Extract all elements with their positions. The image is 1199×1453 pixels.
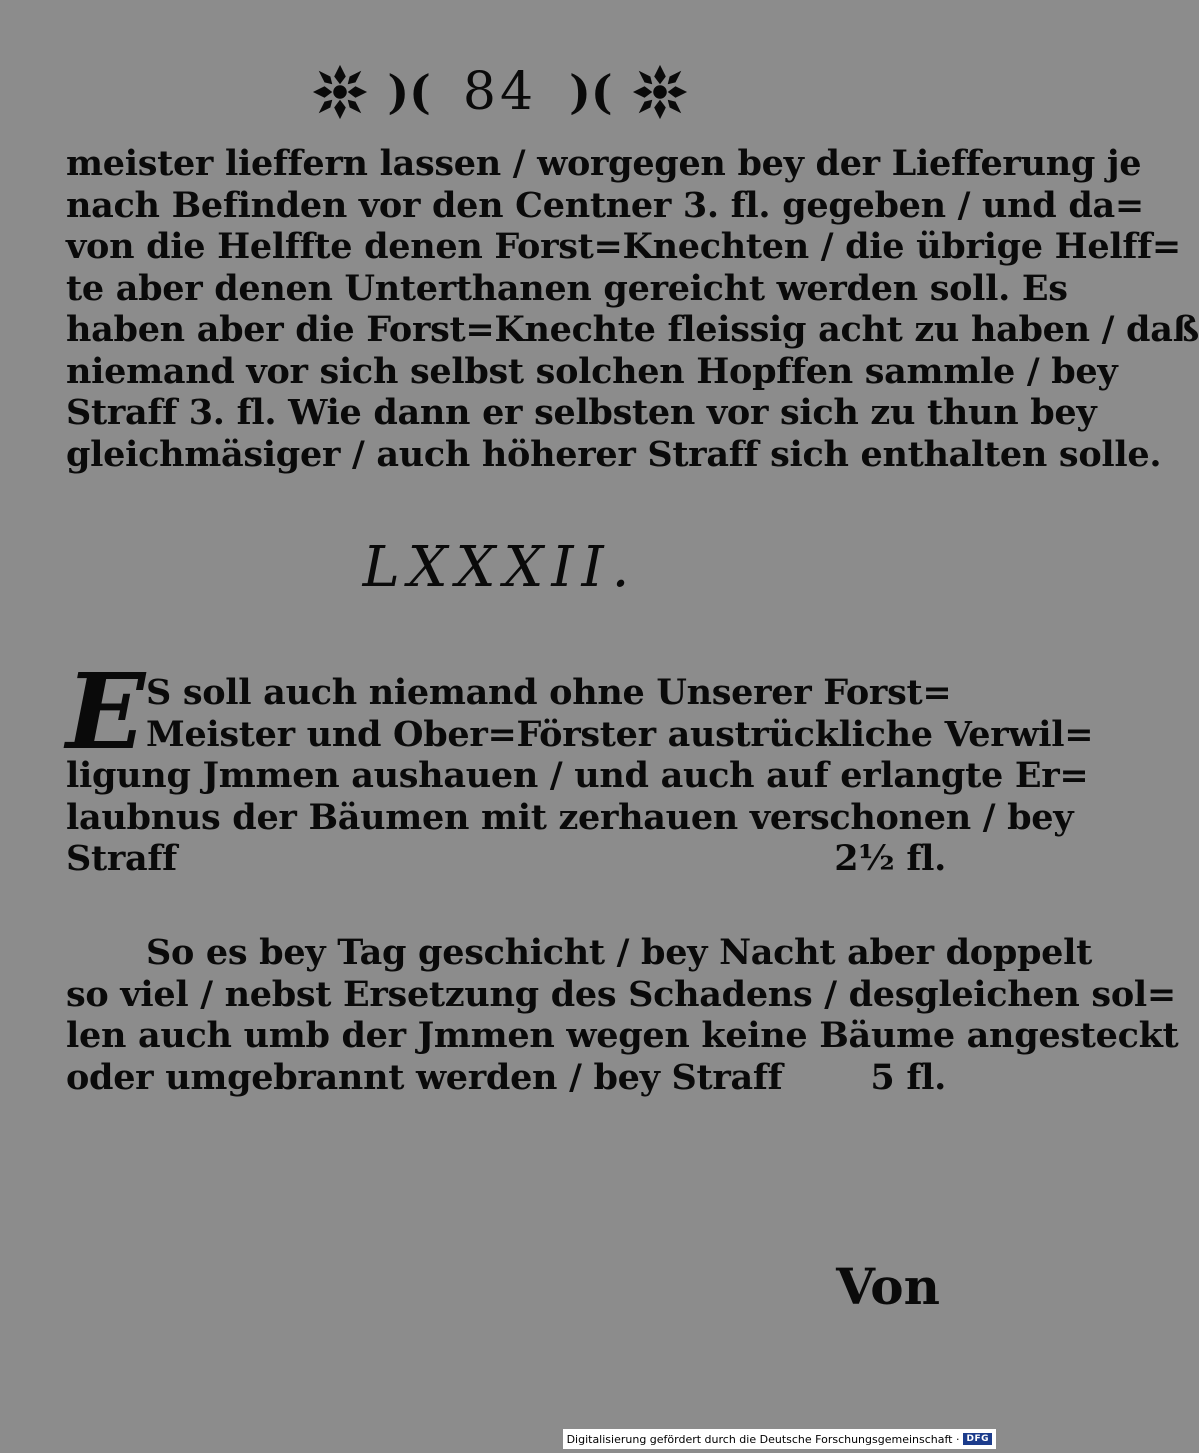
text-line: te aber denen Unterthanen gereicht werden soll. Es (66, 267, 1068, 309)
text-line: niemand vor sich selbst solchen Hopffen sammle / bey (66, 350, 1118, 392)
text-line: Straff 3. fl. Wie dann er selbsten vor sich zu thun bey (66, 392, 1097, 433)
fleuron-ornament-right-icon (631, 63, 689, 121)
text-line: len auch umb der Jmmen wegen keine Bäume angesteckt (66, 1015, 1179, 1056)
text-line: ligung Jmmen aushauen / und auch auf erlangte Er= (66, 755, 1089, 796)
section-heading: LXXXII. (362, 535, 638, 600)
text-line: gleichmäsiger / auch höherer Straff sich enthalten solle. (66, 433, 1162, 475)
text-line: Meister und Ober=Förster austrückliche Verwil= (146, 713, 1094, 755)
penalty-label: Straff (66, 838, 177, 879)
text-line: laubnus der Bäumen mit zerhauen verschonen / bey (66, 796, 1074, 838)
header-paren-right: )( (569, 65, 613, 119)
paragraph-continued (66, 143, 1199, 475)
text-line: S soll auch niemand ohne Unserer Forst= (146, 672, 952, 713)
footer-credit-text: Digitalisierung gefördert durch die Deutsche Forschungsgemeinschaft · (566, 1432, 960, 1446)
penalty-amount: 5 fl. (870, 1056, 946, 1098)
drop-cap: E (66, 650, 146, 773)
page-number: 84 (462, 62, 538, 122)
text-line: haben aber die Forst=Knechte fleissig acht zu haben / daß (66, 309, 1199, 350)
fleuron-ornament-left-icon (311, 63, 369, 121)
header-paren-left: )( (387, 65, 431, 119)
text-line: nach Befinden vor den Centner 3. fl. gegeben / und da= (66, 184, 1144, 226)
page-header (0, 52, 1000, 132)
dfg-logo: DFG (963, 1433, 992, 1445)
text-line-penalty (66, 838, 946, 880)
digitization-footer (563, 1429, 996, 1449)
penalty-label: oder umgebrannt werden / bey Straff (66, 1056, 783, 1098)
paragraph-second (66, 932, 1179, 1098)
text-line: von die Helffte denen Forst=Knechten / die übrige Helff= (66, 226, 1181, 267)
penalty-amount: 2½ fl. (834, 838, 946, 879)
text-line: so viel / nebst Ersetzung des Schadens / desgleichen sol= (66, 973, 1176, 1015)
text-line-penalty (66, 1057, 946, 1099)
catchword: Von (836, 1257, 940, 1316)
text-line: So es bey Tag geschicht / bey Nacht aber doppelt (146, 932, 1093, 973)
text-line: meister lieffern lassen / worgegen bey der Liefferung je (66, 143, 1142, 184)
paragraph-article (66, 672, 1094, 880)
